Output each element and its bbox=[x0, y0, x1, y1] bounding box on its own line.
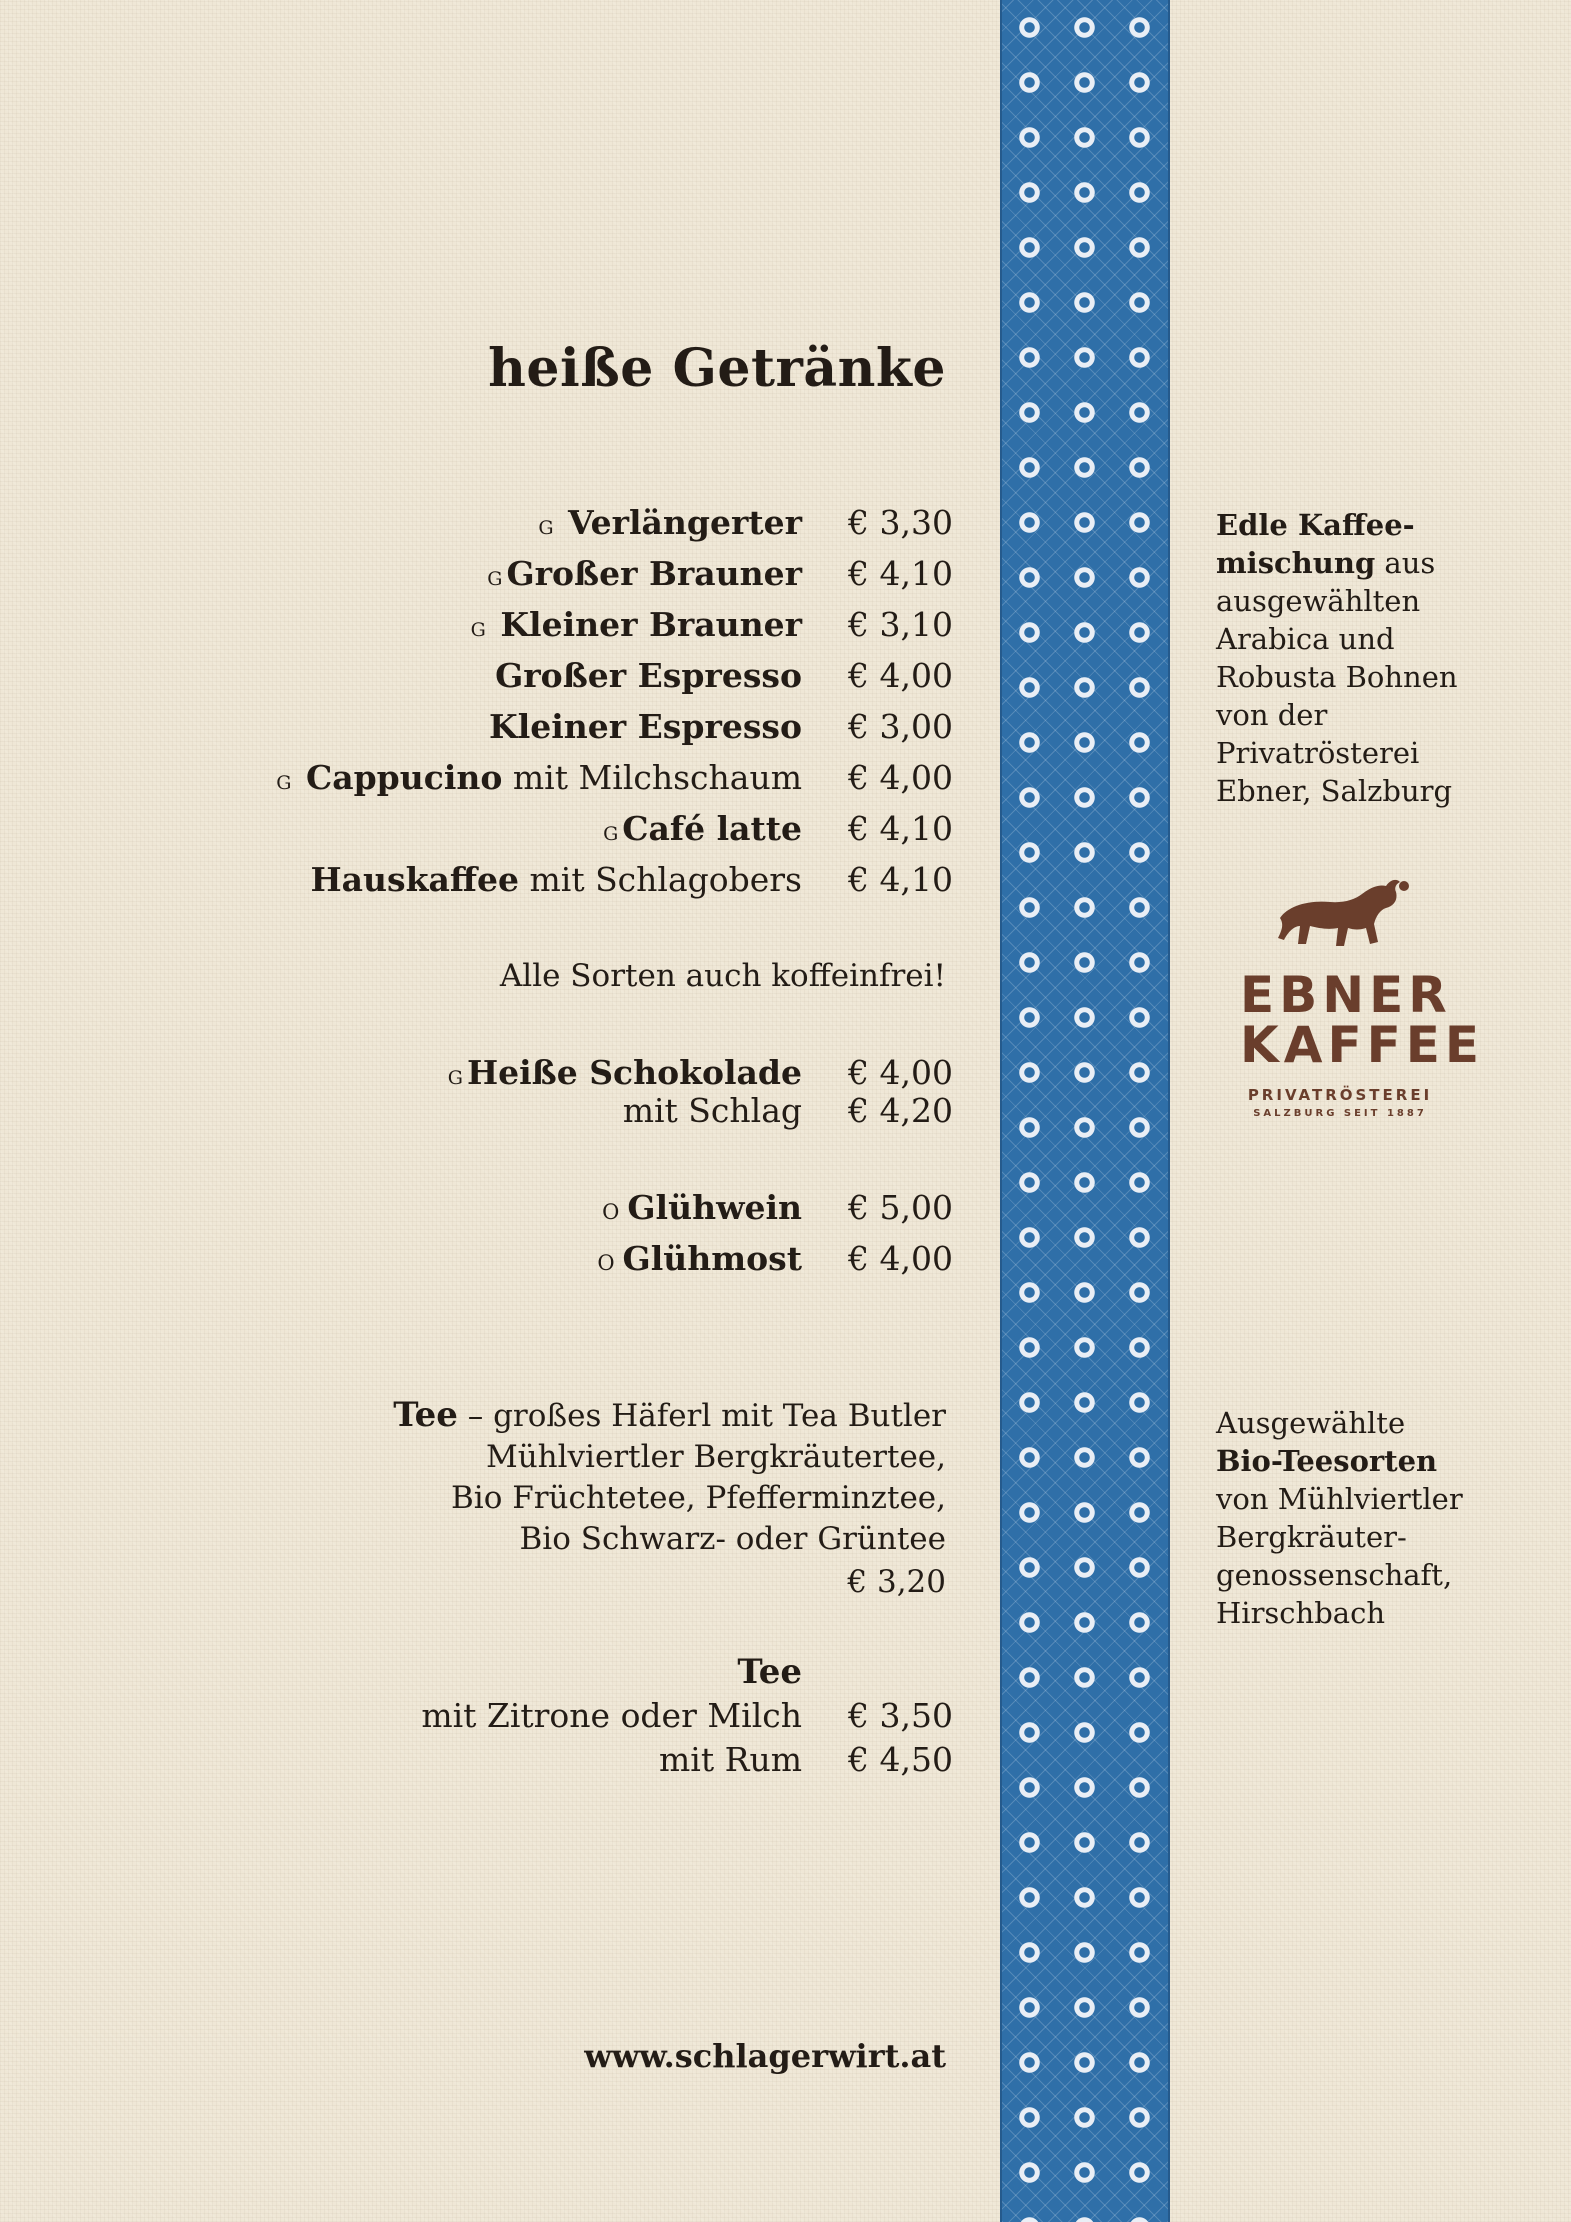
item-suffix: mit Milchschaum bbox=[512, 758, 802, 797]
item-name: Hauskaffee bbox=[310, 860, 519, 899]
logo-text: KAFFEE bbox=[1240, 1016, 1485, 1074]
tea-info-line: von Mühlviertler bbox=[1216, 1482, 1463, 1516]
menu-item-name bbox=[200, 1239, 802, 1283]
tea-info-line: Bergkräuter- bbox=[1216, 1520, 1407, 1554]
menu-item-name bbox=[200, 554, 802, 599]
logo-subtitle: PRIVATRÖSTEREI bbox=[1247, 1086, 1433, 1104]
coffee-info bbox=[1216, 506, 1546, 810]
gluten-mark: G bbox=[487, 568, 503, 590]
decorative-ribbon bbox=[1000, 0, 1170, 2222]
menu-item-variant: mit Rum bbox=[659, 1740, 802, 1779]
menu-item-name bbox=[200, 860, 802, 900]
menu-item-variant: mit Schlag bbox=[622, 1091, 802, 1130]
menu-item-price: € 5,00 bbox=[848, 1188, 953, 1227]
item-name: Heiße Schokolade bbox=[466, 1053, 802, 1092]
gluten-mark: G bbox=[538, 517, 554, 539]
menu-item-price: € 4,10 bbox=[848, 554, 953, 593]
tea-butler-line bbox=[280, 1395, 946, 1437]
tea-butler-line: Bio Früchtetee, Pfefferminztee, bbox=[451, 1480, 946, 1516]
menu-item-price: € 4,10 bbox=[848, 860, 953, 899]
item-name: Glühwein bbox=[627, 1188, 802, 1227]
menu-item-name bbox=[200, 503, 802, 548]
coffee-info-line: Ebner, Salzburg bbox=[1216, 774, 1453, 808]
menu-item-price: € 4,20 bbox=[848, 1091, 953, 1130]
coffee-info-bold: mischung bbox=[1216, 546, 1376, 580]
website-link[interactable]: www.schlagerwirt.at bbox=[584, 2037, 946, 2075]
gluten-mark: G bbox=[447, 1067, 463, 1089]
item-name: Großer Espresso bbox=[495, 656, 802, 695]
logo-subtitle: SALZBURG SEIT 1887 bbox=[1253, 1108, 1427, 1119]
logo-text: EBNER bbox=[1240, 966, 1452, 1024]
menu-item-price: € 4,00 bbox=[848, 656, 953, 695]
menu-item-price: € 4,50 bbox=[848, 1740, 953, 1779]
item-name: Glühmost bbox=[622, 1239, 802, 1278]
coffee-info-line: Robusta Bohnen bbox=[1216, 660, 1458, 694]
gluten-mark: G bbox=[276, 772, 292, 794]
bull-icon bbox=[1270, 870, 1410, 960]
item-name: Tee bbox=[393, 1395, 458, 1435]
organic-mark: O bbox=[597, 1251, 615, 1275]
menu-item-price: € 3,00 bbox=[848, 707, 953, 746]
coffee-info-line: Privatrösterei bbox=[1216, 736, 1420, 770]
menu-item-price: € 3,50 bbox=[848, 1696, 953, 1735]
tea-info-line: genossenschaft, bbox=[1216, 1558, 1453, 1592]
tea-butler-line: Mühlviertler Bergkräutertee, bbox=[485, 1439, 946, 1475]
coffee-info-line: Arabica und bbox=[1216, 622, 1395, 656]
item-name: Kleiner Espresso bbox=[489, 707, 802, 746]
gluten-mark: G bbox=[470, 619, 486, 641]
menu-item-price: € 4,10 bbox=[848, 809, 953, 848]
menu-item-name bbox=[200, 656, 802, 696]
tea-info bbox=[1216, 1404, 1546, 1632]
tea-info-line: Hirschbach bbox=[1216, 1596, 1386, 1630]
menu-item-price: € 3,20 bbox=[847, 1564, 946, 1600]
menu-item-price: € 3,30 bbox=[848, 503, 953, 542]
tea-heading: Tee bbox=[737, 1652, 802, 1692]
item-name: Verlängerter bbox=[568, 503, 802, 542]
gluten-mark: G bbox=[603, 823, 619, 845]
coffee-info-line: ausgewählten bbox=[1216, 584, 1421, 618]
menu-item-price: € 4,00 bbox=[848, 1053, 953, 1092]
item-name: Café latte bbox=[622, 809, 802, 848]
menu-item-price: € 4,00 bbox=[848, 758, 953, 797]
coffee-info-text: aus bbox=[1375, 546, 1436, 580]
coffee-info-line: von der bbox=[1216, 698, 1328, 732]
tea-butler-line: Bio Schwarz- oder Grüntee bbox=[519, 1521, 946, 1557]
menu-item-name bbox=[200, 707, 802, 747]
tea-butler-desc: – großes Häferl mit Tea Butler bbox=[467, 1398, 946, 1434]
tea-info-line: Ausgewählte bbox=[1216, 1406, 1406, 1440]
menu-item-price: € 4,00 bbox=[848, 1239, 953, 1278]
item-name: Großer Brauner bbox=[506, 554, 802, 593]
organic-mark: O bbox=[602, 1200, 620, 1224]
item-name: Kleiner Brauner bbox=[500, 605, 802, 644]
decaf-note: Alle Sorten auch koffeinfrei! bbox=[499, 958, 946, 994]
coffee-info-bold: Edle Kaffee- bbox=[1216, 508, 1415, 542]
menu-item-name bbox=[200, 1188, 802, 1232]
menu-item-name bbox=[200, 758, 802, 803]
page-title: heiße Getränke bbox=[488, 338, 946, 399]
menu-item-price: € 3,10 bbox=[848, 605, 953, 644]
item-suffix: mit Schlagobers bbox=[529, 860, 802, 899]
tea-info-bold: Bio-Teesorten bbox=[1216, 1444, 1438, 1478]
menu-item-name bbox=[200, 605, 802, 650]
menu-item-variant: mit Zitrone oder Milch bbox=[421, 1696, 802, 1735]
tea-butler-block bbox=[280, 1395, 946, 1603]
item-name: Cappucino bbox=[305, 758, 503, 797]
ebner-kaffee-logo bbox=[1240, 870, 1485, 1119]
menu-item-name bbox=[200, 809, 802, 854]
